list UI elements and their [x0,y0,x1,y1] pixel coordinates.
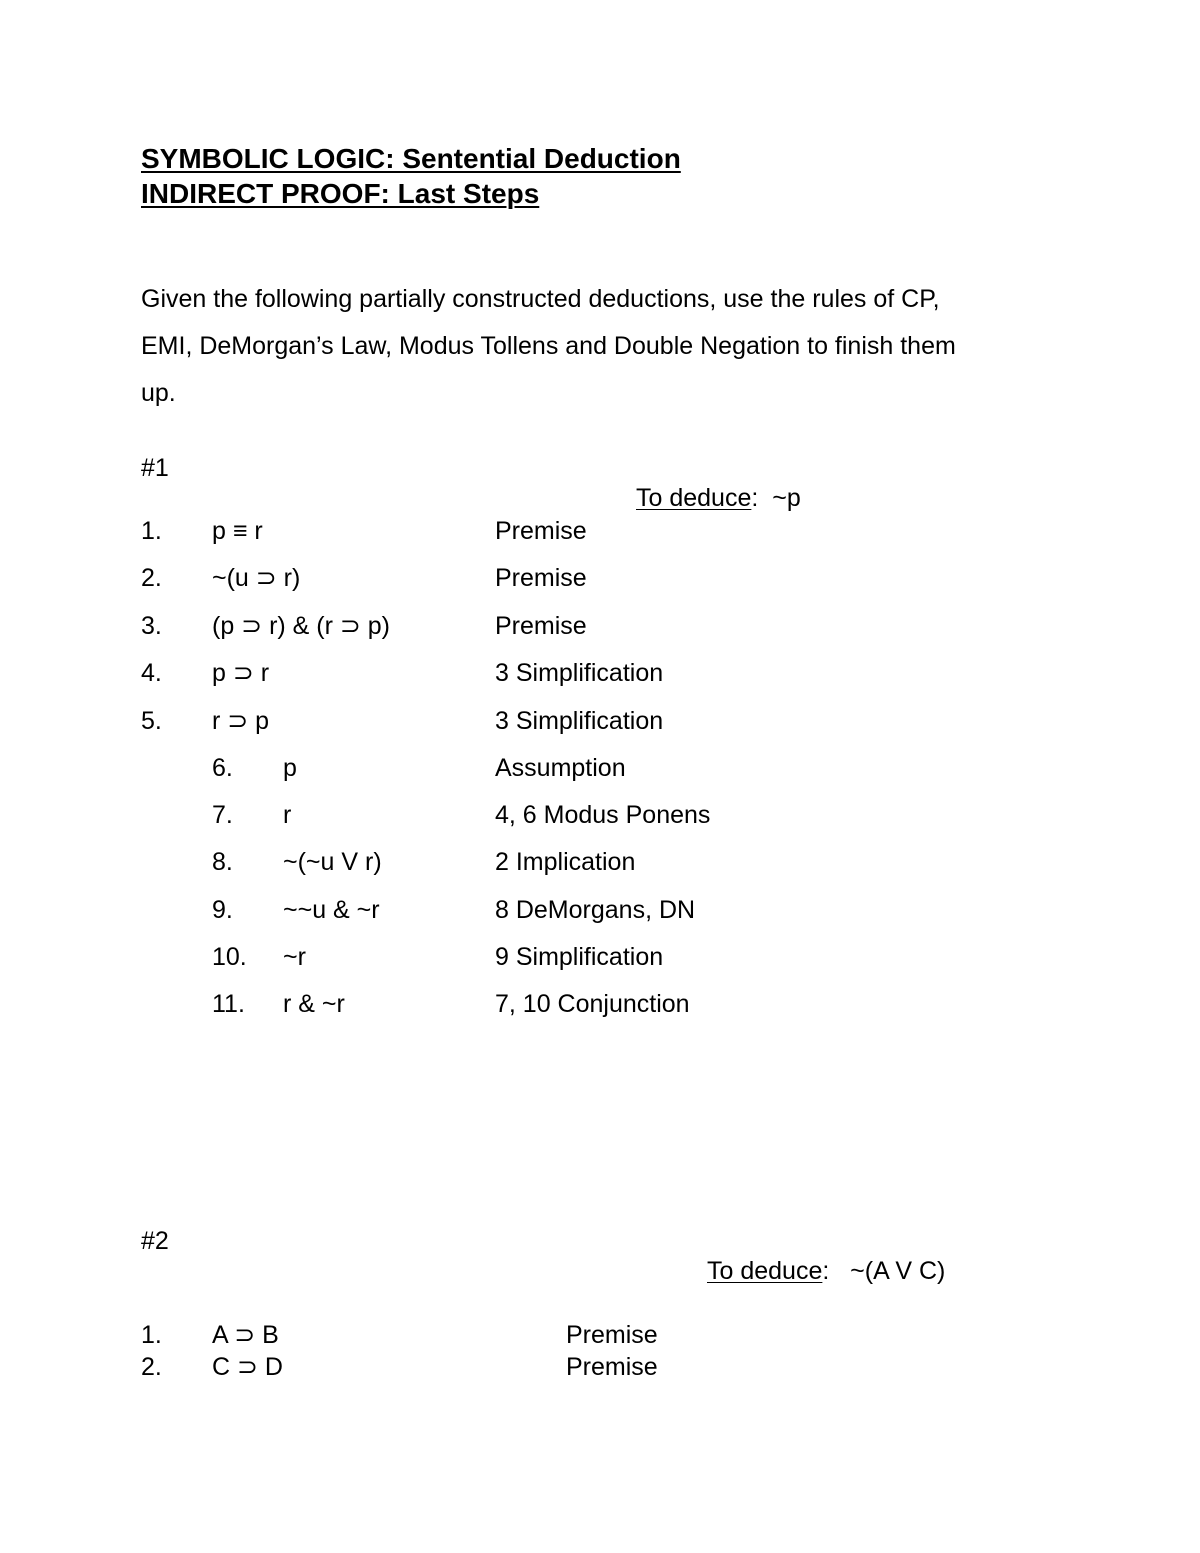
instructions-line: Given the following partially constructed deductions, use the rules of CP, [141,285,940,313]
line-formula: p ≡ r [212,517,263,545]
line-formula: ~(u ⊃ r) [212,564,301,592]
page-title: SYMBOLIC LOGIC: Sentential Deduction [141,143,681,174]
line-formula: r & ~r [283,990,345,1018]
line-justification: Premise [495,612,587,640]
to-deduce-value: ~(A V C) [850,1257,946,1285]
line-justification: 8 DeMorgans, DN [495,896,696,924]
line-number: 6. [212,754,233,782]
line-justification: 9 Simplification [495,943,664,971]
line-formula: A ⊃ B [212,1321,279,1349]
problem1-goal [636,486,801,511]
line-number: 5. [141,707,162,735]
to-deduce-label: To deduce [707,1257,823,1285]
line-justification: Premise [495,517,587,545]
line-justification: 3 Simplification [495,659,664,687]
line-number: 2. [141,1353,162,1381]
line-justification: 4, 6 Modus Ponens [495,801,711,829]
line-justification: 7, 10 Conjunction [495,990,690,1018]
line-formula: ~~u & ~r [283,896,380,924]
line-number: 7. [212,801,233,829]
line-number: 1. [141,1321,162,1349]
line-formula: p ⊃ r [212,659,270,687]
line-formula: C ⊃ D [212,1353,283,1381]
line-number: 1. [141,517,162,545]
line-number: 3. [141,612,162,640]
line-formula: ~r [283,943,306,971]
line-justification: Assumption [495,754,626,782]
line-justification: Premise [566,1321,658,1349]
to-deduce-colon: : [751,484,759,512]
line-formula: p [283,754,297,782]
to-deduce-colon: : [822,1257,830,1285]
line-formula: r [283,801,292,829]
line-justification: Premise [566,1353,658,1381]
instructions-paragraph [141,276,1051,417]
line-justification: Premise [495,564,587,592]
to-deduce-label: To deduce [636,484,752,512]
instructions-line: EMI, DeMorgan’s Law, Modus Tollens and Double Negation to finish them [141,332,956,360]
line-number: 8. [212,848,233,876]
line-number: 4. [141,659,162,687]
instructions-line: up. [141,379,176,407]
to-deduce-value: ~p [772,484,801,512]
line-formula: r ⊃ p [212,707,270,735]
problem2-goal [707,1259,945,1284]
page-subtitle: INDIRECT PROOF: Last Steps [141,178,540,209]
line-number: 11. [212,990,245,1018]
line-justification: 2 Implication [495,848,636,876]
problem1-label: #1 [141,454,169,482]
line-number: 9. [212,896,233,924]
line-number: 2. [141,564,162,592]
problem2-label: #2 [141,1227,169,1255]
line-formula: (p ⊃ r) & (r ⊃ p) [212,612,391,640]
line-formula: ~(~u V r) [283,848,382,876]
line-justification: 3 Simplification [495,707,664,735]
line-number: 10. [212,943,247,971]
